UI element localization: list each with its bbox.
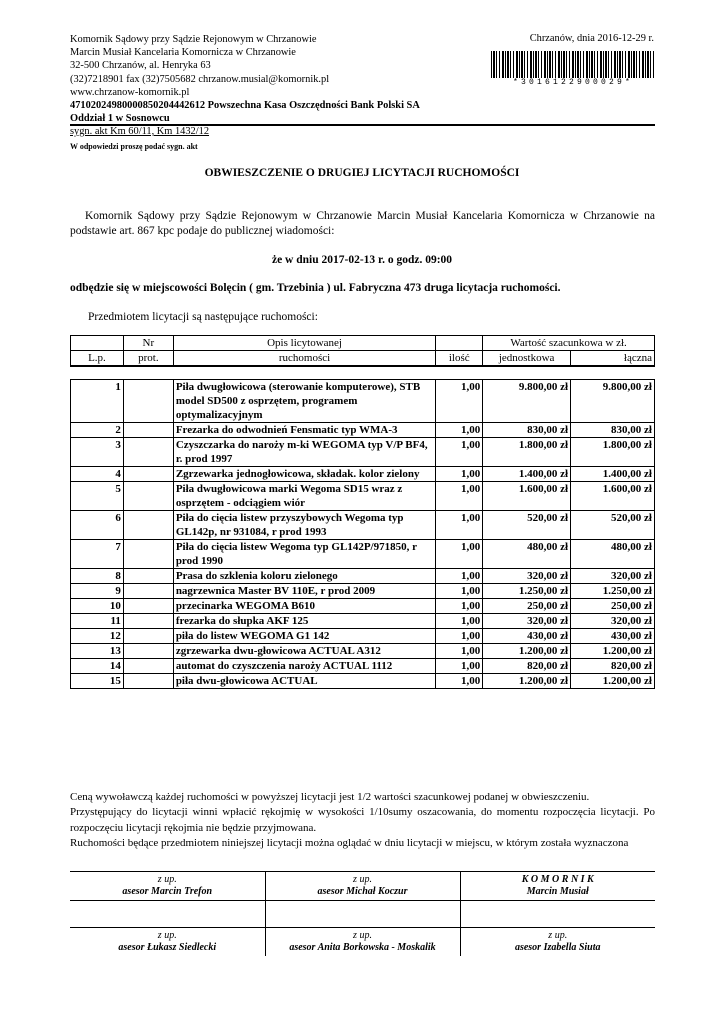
bank-branch: Oddział 1 w Sosnowcu [70,113,170,125]
row-nr [123,380,173,423]
table-row [71,614,655,629]
table-row [71,599,655,614]
row-desc: zgrzewarka dwu-głowicowa ACTUAL A312 [173,644,435,659]
row-total: 1.600,00 zł [571,482,655,511]
table-gap [71,366,655,380]
table-row [71,467,655,482]
signature-zup: z up. [353,874,372,885]
row-unit: 1.200,00 zł [483,644,571,659]
row-unit: 1.600,00 zł [483,482,571,511]
row-desc: Czyszczarka do naroży m-ki WEGOMA typ V/P BF4, r. prod 1997 [173,438,435,467]
komornik-title: K O M O R N I K [521,874,594,885]
row-lp: 1 [71,380,124,423]
header-desc-2: ruchomości [173,351,435,367]
row-total: 320,00 zł [571,614,655,629]
row-qty: 1,00 [436,599,483,614]
document-date: Chrzanów, dnia 2016-12-29 r. [529,33,654,44]
row-nr [123,511,173,540]
row-qty: 1,00 [436,629,483,644]
signature-space [460,901,655,928]
signature-space [70,901,265,928]
row-desc: automat do czyszczenia naroży ACTUAL 1112 [173,659,435,674]
signature-name: asesor Izabella Siuta [514,942,601,953]
row-unit: 320,00 zł [483,569,571,584]
row-unit: 1.800,00 zł [483,438,571,467]
row-nr [123,584,173,599]
barcode [491,51,655,87]
signature-block [460,872,655,901]
row-total: 1.400,00 zł [571,467,655,482]
row-total: 1.250,00 zł [571,584,655,599]
row-nr [123,614,173,629]
row-lp: 2 [71,423,124,438]
header-lp: L.p. [71,351,124,367]
case-number: sygn. akt Km 60/11, Km 1432/12 [70,126,210,137]
row-nr [123,423,173,438]
row-nr [123,644,173,659]
notice-title: OBWIESZCZENIE O DRUGIEJ LICYTACJI RUCHOMOŚCI [204,167,520,179]
table-row [71,380,655,423]
table-row [71,659,655,674]
row-desc: Frezarka do odwodnień Fensmatic typ WMA-3 [173,423,435,438]
barcode-text: *3016122900029* [512,78,633,87]
row-nr [123,599,173,614]
row-desc: Piła dwugłowicowa marki Wegoma SD15 wraz z osprzętem - odciągiem wiór [173,482,435,511]
row-desc: Piła do cięcia listew przyszybowych Wegoma typ GL142p, nr 931084, r prod 1993 [173,511,435,540]
row-total: 1.200,00 zł [571,674,655,689]
row-lp: 4 [71,467,124,482]
signature-block [265,872,460,901]
signature-name: asesor Michał Koczur [317,886,408,897]
row-desc: Piła do cięcia listew Wegoma typ GL142P/971850, r prod 1990 [173,540,435,569]
row-lp: 10 [71,599,124,614]
row-qty: 1,00 [436,659,483,674]
signature-block [460,928,655,957]
row-lp: 8 [71,569,124,584]
row-total: 820,00 zł [571,659,655,674]
footer-text [70,790,655,851]
row-unit: 820,00 zł [483,659,571,674]
row-total: 1.200,00 zł [571,644,655,659]
row-desc: Prasa do szklenia koloru zielonego [173,569,435,584]
row-total: 320,00 zł [571,569,655,584]
signature-zup: z up. [548,930,568,941]
row-qty: 1,00 [436,438,483,467]
header-qty: ilość [436,351,483,367]
table-row [71,644,655,659]
table-row [71,584,655,599]
row-nr [123,659,173,674]
case-number-note: W odpowiedzi proszę podać sygn. akt [70,142,198,151]
row-unit: 520,00 zł [483,511,571,540]
signature-block [265,928,460,957]
row-lp: 6 [71,511,124,540]
row-qty: 1,00 [436,614,483,629]
letterhead-line: Komornik Sądowy przy Sądzie Rejonowym w Chrzanowie [70,34,317,45]
items-table [70,335,655,689]
intro-paragraph: Komornik Sądowy przy Sądzie Rejonowym w Chrzanowie Marcin Musiał Kancelaria Komornicza w Chrzanowie na podstawie art. 867 kpc podaje do publicznej wiadomości: [70,210,655,237]
row-qty: 1,00 [436,569,483,584]
header-prot: prot. [123,351,173,367]
table-row [71,629,655,644]
letterhead-line: (32)7218901 fax (32)7505682 chrzanow.musial@komornik.pl [70,73,330,85]
header-cell [71,336,124,351]
table-row [71,482,655,511]
row-lp: 5 [71,482,124,511]
row-desc: frezarka do słupka AKF 125 [173,614,435,629]
row-lp: 3 [71,438,124,467]
signature-name: asesor Marcin Trefon [122,886,213,897]
row-qty: 1,00 [436,540,483,569]
row-lp: 15 [71,674,124,689]
row-total: 830,00 zł [571,423,655,438]
row-nr [123,467,173,482]
letterhead-line: Marcin Musiał Kancelaria Komornicza w Chrzanowie [70,47,296,59]
header-nr: Nr [123,336,173,351]
row-nr [123,482,173,511]
signature-block [70,872,265,901]
header-value: Wartość szacunkowa w zł. [483,336,655,351]
row-qty: 1,00 [436,644,483,659]
row-unit: 320,00 zł [483,614,571,629]
komornik-name: Marcin Musiał [526,886,589,897]
table-row [71,674,655,689]
row-lp: 12 [71,629,124,644]
row-lp: 11 [71,614,124,629]
row-qty: 1,00 [436,423,483,438]
row-unit: 1.250,00 zł [483,584,571,599]
row-qty: 1,00 [436,467,483,482]
auction-place: odbędzie się w miejscowości Bolęcin ( gm. Trzebinia ) ul. Fabryczna 473 druga licytacja ruchomości. [70,282,561,294]
signature-block [70,928,265,957]
row-lp: 7 [71,540,124,569]
header-total: łączna [571,351,655,367]
footer-line: Przystępujący do licytacji winni wpłacić rękojmię w wysokości 1/10sumy oszacowania, do momentu rozpoczęcia licytacji. Po rozpoczęciu licytacji rękojmia nie będzie przyjmowana. [70,806,655,834]
signature-name: asesor Anita Borkowska - Moskalik [289,942,436,953]
row-nr [123,674,173,689]
barcode-bars [491,51,655,78]
row-desc: piła do listew WEGOMA G1 142 [173,629,435,644]
row-unit: 830,00 zł [483,423,571,438]
footer-line: Ruchomości będące przedmiotem niniejszej licytacji można oglądać w dniu licytacji w miejscu, w którym została wyznaczona [70,836,629,849]
row-nr [123,629,173,644]
row-desc: Zgrzewarka jednogłowicowa, składak. kolor zielony [173,467,435,482]
table-row [71,540,655,569]
row-total: 9.800,00 zł [571,380,655,423]
header-desc: Opis licytowanej [173,336,435,351]
signatures-table [70,871,655,956]
row-lp: 9 [71,584,124,599]
subject-line: Przedmiotem licytacji są następujące ruchomości: [88,311,318,323]
table-row [71,438,655,467]
row-desc: piła dwu-głowicowa ACTUAL [173,674,435,689]
row-unit: 9.800,00 zł [483,380,571,423]
row-total: 1.800,00 zł [571,438,655,467]
bank-account: 47102024980000850204442612 Powszechna Kasa Oszczędności Bank Polski SA [70,100,420,112]
letterhead [70,33,420,125]
footer-line: Ceną wywoławczą każdej ruchomości w powyższej licytacji jest 1/2 wartości szacunkowej podanej w obwieszczeniu. [70,791,590,803]
row-qty: 1,00 [436,511,483,540]
row-total: 520,00 zł [571,511,655,540]
row-qty: 1,00 [436,380,483,423]
row-nr [123,569,173,584]
row-unit: 1.200,00 zł [483,674,571,689]
row-total: 430,00 zł [571,629,655,644]
row-desc: nagrzewnica Master BV 110E, r prod 2009 [173,584,435,599]
header-cell [436,336,483,351]
table-row [71,569,655,584]
signature-zup: z up. [353,930,372,941]
row-unit: 1.400,00 zł [483,467,571,482]
signature-space [265,901,460,928]
header-unit: jednostkowa [483,351,571,367]
row-unit: 430,00 zł [483,629,571,644]
row-desc: Piła dwugłowicowa (sterowanie komputerowe), STB model SD500 z osprzętem, programem optymalizacyjnym [173,380,435,423]
row-qty: 1,00 [436,674,483,689]
row-total: 480,00 zł [571,540,655,569]
auction-datetime: że w dniu 2017-02-13 r. o godz. 09:00 [271,254,453,266]
letterhead-line: www.chrzanow-komornik.pl [70,86,190,98]
row-unit: 480,00 zł [483,540,571,569]
row-lp: 14 [71,659,124,674]
row-nr [123,540,173,569]
signature-name: asesor Łukasz Siedlecki [118,942,217,953]
row-total: 250,00 zł [571,599,655,614]
row-qty: 1,00 [436,584,483,599]
signature-zup: z up. [157,874,177,885]
row-nr [123,438,173,467]
table-row [71,423,655,438]
row-unit: 250,00 zł [483,599,571,614]
row-lp: 13 [71,644,124,659]
letterhead-line: 32-500 Chrzanów, al. Henryka 63 [70,60,211,72]
row-qty: 1,00 [436,482,483,511]
signature-zup: z up. [157,930,177,941]
row-desc: przecinarka WEGOMA B610 [173,599,435,614]
table-row [71,511,655,540]
